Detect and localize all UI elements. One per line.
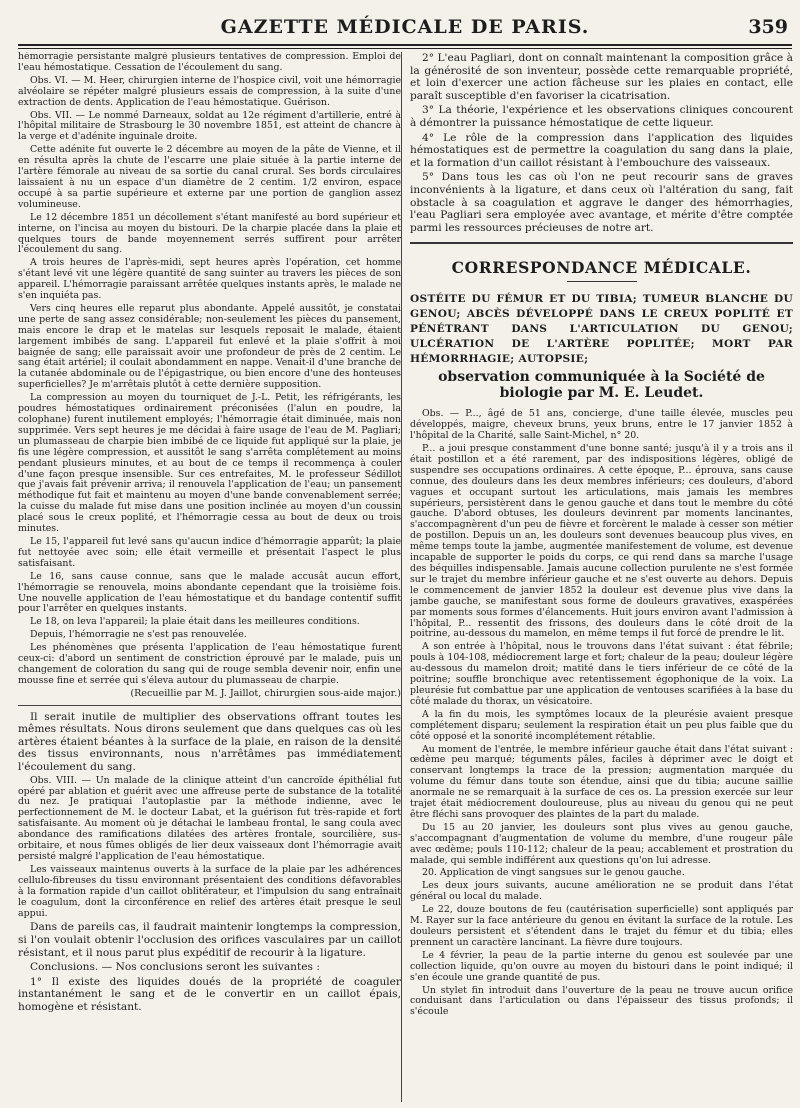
paragraph: Du 15 au 20 janvier, les douleurs sont plus vives au genou gauche, s'accompagnant d'augmentation de volume du membre, d'une rougeur pâle avec œdème; pouls 110-112; chaleur de la peau; accablement et prostration du malade, qui semble indifférent aux questions qu'on lui adresse. [410,821,793,866]
title-rule [567,281,637,282]
paragraph: Un stylet fin introduit dans l'ouverture de la peau ne trouve aucun orifice conduisant dans l'articulation ou dans l'épaisseur des tissus profonds; il s'écoule [410,984,793,1018]
paragraph: hémorragie persistante malgré plusieurs tentatives de compression. Emploi de l'eau hémostatique. Cessation de l'écoulement du sang. [18,52,401,73]
header-rule-thin [18,48,792,49]
paragraph: Les deux jours suivants, aucune amélioration ne se produit dans l'état général ou local du malade. [410,880,793,903]
paragraph: Au moment de l'entrée, le membre inférieur gauche était dans l'état suivant : œdème peu marqué; téguments pâles, faciles à déprimer avec le doigt et conservant longtemps la trace de la pression; augmentation marquée du volume du fémur dans toute son étendue, ainsi que du tibia; aucune saillie anormale ne se remarquait à la surface de ces os. La pression exercée sur leur trajet était médiocrement douloureuse, plus au niveau du genou qui ne peut être fléchi sans provoquer des plaintes de la part du malade. [410,743,793,820]
left-column [18,52,401,1102]
paragraph: A la fin du mois, les symptômes locaux de la pleurésie avaient presque complétement disparu; seulement la respiration était un peu plus faible que du côté opposé et la sonorité incomplétement rétablie. [410,708,793,742]
paragraph: 3° La théorie, l'expérience et les observations cliniques concourent à démontrer la puissance hémostatique de cette liqueur. [410,104,793,129]
paragraph: Dans de pareils cas, il faudrait maintenir longtemps la compression, si l'on voulait obtenir l'occlusion des orifices vasculaires par un caillot résistant, et il nous parut plus expéditif de recourir à la ligature. [18,921,401,959]
header-rule [18,44,792,46]
paragraph: Le 12 décembre 1851 un décollement s'étant manifesté au bord supérieur et interne, on l'incisa au moyen du bistouri. De la charpie placée dans la plaie et quelques tours de bande moyennement serrés suffirent pour arrêter l'écoulement du sang. [18,211,401,256]
paragraph: Les phénomènes que présenta l'application de l'eau hémostatique furent ceux-ci: d'abord un sentiment de constriction éprouvé par le malade, puis un changement de coloration du sang qui de rouge sembla devenir noir, enfin une mousse fine et serrée qui s'éleva autour du plumasseau de charpie. [18,642,401,686]
paragraph: A trois heures de l'après-midi, sept heures après l'opération, cet homme s'étant levé vit une légère quantité de sang suinter au travers les pièces de son appareil. L'hémorragie paraissant arrêtée quelques instants après, le malade ne s'en inquiéta pas. [18,257,401,302]
paragraph: La compression au moyen du tourniquet de J.-L. Petit, les réfrigérants, les poudres hémostatiques ordinairement préconisées (l'alun en poudre, la colophane) furent inutilement employés; l'hémorragie était diminuée, mais non supprimée. Vers sept heures je me décidai à faire usage de l'eau de M. Pagliari; un plumasseau de charpie bien imbibé de ce liquide fut appliqué sur la plaie, je fis une légère compression, et aussitôt le sang s'arrêta complétement au moins pendant plusieurs minutes, et au bout de ce temps il recommença à couler d'une façon presque insensible. Sur ces entrefaites, M. le professeur Sédillot que j'avais fait prévenir arriva; il renouvela l'application de l'eau; un pansement méthodique fut fait et maintenu au moyen d'une bande convenablement serrée; la cuisse du malade fut mise dans une position inclinée au moyen d'un coussin placé sous le creux poplité, et l'hémorragie cessa au bout de deux ou trois minutes. [18,392,401,535]
section-title: CORRESPONDANCE MÉDICALE. [451,258,752,278]
paragraph: Obs. VII. — Le nommé Darneaux, soldat au 12e régiment d'artillerie, entré à l'hôpital militaire de Strasbourg le 30 novembre 1851, est atteint de chancre à la verge et d'adénite inguinale droite. [18,109,401,143]
paragraph: Vers cinq heures elle reparut plus abondante. Appelé aussitôt, je constatai une perte de sang assez considérable; non-seulement les pièces du pansement, mais encore le drap et le matelas sur lesquels reposait le malade, étaient largement imbibés de sang. L'appareil fut enlevé et la plaie s'offrit à moi baignée de sang; elle paraissait avoir une profondeur de près de 2 centim. Le sang était artériel; il coulait abondamment en nappe. Venait-il d'une branche de la cutanée abdominale ou de l'épigastrique, ou bien encore d'une des honteuses superficielles? Je m'arrêtais plutôt à cette dernière supposition. [18,302,401,391]
right-column [410,52,793,1102]
paragraph: A son entrée à l'hôpital, nous le trouvons dans l'état suivant : état fébrile; pouls à 104-108, médiocrement large et fort; chaleur de la peau; douleur légère au-dessous du mamelon droit; matité dans le tiers inférieur de ce côté de la poitrine; souffle bronchique avec retentissement égophonique de la voix. La pleurésie fut combattue par une application de ventouses scarifiées à la base du côté malade du thorax, un vésicatoire. [410,641,793,707]
page-header [18,16,792,46]
paragraph: Cette adénite fut ouverte le 2 décembre au moyen de la pâte de Vienne, et il en résulta après la chute de l'escarre une plaie située à la partie interne de l'artère fémorale au niveau de sa sortie du canal crural. Ses bords circulaires laissaient à nu un espace d'un diamètre de 2 centim. 1/2 environ, espace occupé à sa partie supérieure et externe par une portion de ganglion assez volumineuse. [18,144,401,210]
column-divider [401,52,402,1102]
paragraph: Le 16, sans cause connue, sans que le malade accusât aucun effort, l'hémorragie se renouvela, moins abondante cependant que la troisième fois. Une nouvelle application de l'eau hémostatique et du bandage contentif suffit pour l'arrêter en quelques instants. [18,570,401,615]
paragraph: Obs. VIII. — Un malade de la clinique atteint d'un cancroïde épithélial fut opéré par ablation et guérit avec une affreuse perte de substance de la totalité du nez. Je pratiquai l'autoplastie par la méthode indienne, avec le perfectionnement de M. le docteur Labat, et la guérison fut très-rapide et fort satisfaisante. Au moment où je détachai le lambeau frontal, le sang coula avec abondance des ramifications dilatées des artères frontale, sourcilière, sus-orbitaire, et nous fûmes obligés de lier deux vaisseaux dont l'hémorragie avait persisté malgré l'application de l'eau hémostatique. [18,774,401,862]
paragraph: Le 15, l'appareil fut levé sans qu'aucun indice d'hémorragie apparût; la plaie fut nettoyée avec soin; elle était vermeille et présentait l'aspect le plus satisfaisant. [18,535,401,569]
paragraph: 1° Il existe des liquides doués de la propriété de coaguler instantanément le sang et de le convertir en un caillot épais, homogène et résistant. [18,975,401,1013]
paragraph: Le 4 février, la peau de la partie interne du genou est soulevée par une collection liquide, qu'on ouvre au moyen du bistouri dans le point indiqué; il s'en écoule une grande quantité de pus. [410,949,793,983]
running-title: GAZETTE MÉDICALE DE PARIS. [220,16,590,38]
article-title: observation communiquée à la Société de biologie par M. E. Leudet. [438,369,765,402]
paragraph: 4° Le rôle de la compression dans l'application des liquides hémostatiques est de permettre la coagulation du sang dans la plaie, et la formation d'un caillot résistant à l'embouchure des vaisseaux. [410,131,793,169]
paragraph: Obs. VI. — M. Heer, chirurgien interne de l'hospice civil, voit une hémorragie alvéolaire se répéter malgré plusieurs essais de compression, à la suite d'une extraction de dents. Application de l'eau hémostatique. Guérison. [18,74,401,108]
paragraph: 20. Application de vingt sangsues sur le genou gauche. [422,867,685,879]
section-divider [18,705,401,706]
paragraph: Il serait inutile de multiplier des observations offrant toutes les mêmes résultats. Nous dirons seulement que dans quelques cas où les artères étaient béantes à la surface de la plaie, en raison de la densité des tissus environnants, nous n'arrêtâmes pas immédiatement l'écoulement du sang. [18,710,401,774]
article-subtitle: OSTÉITE DU FÉMUR ET DU TIBIA; TUMEUR BLANCHE DU GENOU; ABCÈS DÉVELOPPÉ DANS LE CREUX POPLITÉ ET PÉNÉTRANT DANS L'ARTICULATION DU GENOU; ULCÉRATION DE L'ARTÈRE POPLITÉE; MORT PAR HÉMORRHAGIE; AUTOPSIE; [410,293,793,366]
paragraph: Depuis, l'hémorragie ne s'est pas renouvelée. [30,629,247,641]
conclusions-heading: Conclusions. — Nos conclusions seront les suivantes : [30,961,320,974]
page-number: 359 [748,16,788,38]
section-divider [410,242,793,244]
paragraph: Les vaisseaux maintenus ouverts à la surface de la plaie par les adhérences cellulo-fibreuses du tissu environnant présentaient des conditions défavorables à la formation rapide d'un caillot oblitérateur, et l'impulsion du sang entraînait le coagulum, dont la circonférence en relief des artères était presque le seul appui. [18,863,401,919]
paragraph: Obs. — P..., âgé de 51 ans, concierge, d'une taille élevée, muscles peu développés, maigre, cheveux bruns, yeux bruns, entre le 17 janvier 1852 à l'hôpital de la Charité, salle Saint-Michel, n° 20. [410,408,793,442]
paragraph: 2° L'eau Pagliari, dont on connaît maintenant la composition grâce à la générosité de son inventeur, possède cette remarquable propriété, et loin d'exercer une action fâcheuse sur les plaies en contact, elle paraît susceptible d'en favoriser la cicatrisation. [410,52,793,102]
paragraph: Le 18, on leva l'appareil; la plaie était dans les meilleures conditions. [30,616,360,628]
observation-credit: (Recueillie par M. J. Jaillot, chirurgien sous-aide major.) [130,687,401,699]
paragraph: Le 22, douze boutons de feu (cautérisation superficielle) sont appliqués par M. Rayer sur la face antérieure du genou en évitant la surface de la rotule. Les douleurs persistent et s'étendent dans le trajet du fémur et du tibia; elles prennent un caractère lancinant. La fièvre dure toujours. [410,904,793,948]
paragraph: 5° Dans tous les cas où l'on ne peut recourir sans de graves inconvénients à la ligature, et dans ceux où l'altération du sang, fait obstacle à sa coagulation et aggrave le danger des hémorrhagies, l'eau Pagliari sera employée avec avantage, et mérite d'être comptée parmi les ressources précieuses de notre art. [410,171,793,234]
paragraph: P... a joui presque constamment d'une bonne santé; jusqu'à il y a trois ans il était postillon et a été rarement, par des indispositions légères, obligé de suspendre ses occupations ordinaires. A cette époque, P... éprouva, sans cause connue, des douleurs dans les deux membres inférieurs; ces douleurs, d'abord vagues et occupant surtout les articulations, mais jamais les membres supérieurs, persistèrent dans le genou gauche et dans tout le membre du côté gauche. D'abord obtuses, les douleurs devinrent par moments lancinantes, s'accompagnèrent d'un peu de fièvre et forcèrent le malade à cesser son métier de postillon. Depuis un an, les douleurs sont devenues beaucoup plus vives, en même temps toute la jambe, augmentée manifestement de volume, est devenue incapable de supporter le poids du corps, ce qui rend dans sa marche l'usage des béquilles indispensable. Jamais aucune collection purulente ne s'est formée sur le trajet du membre inférieur gauche et ne s'est ouverte au dehors. Depuis le commencement de janvier 1852 la douleur est devenue plus vive dans la jambe gauche, se manifestant sous forme de douleurs gravatives, exaspérées par moments sous formes d'élancements. Huit jours environ avant l'admission à l'hôpital, P... ressentit des frissons, des douleurs dans le côté droit de la poitrine, au-dessous du mamelon, en même temps il fut forcé de prendre le lit. [410,443,793,640]
